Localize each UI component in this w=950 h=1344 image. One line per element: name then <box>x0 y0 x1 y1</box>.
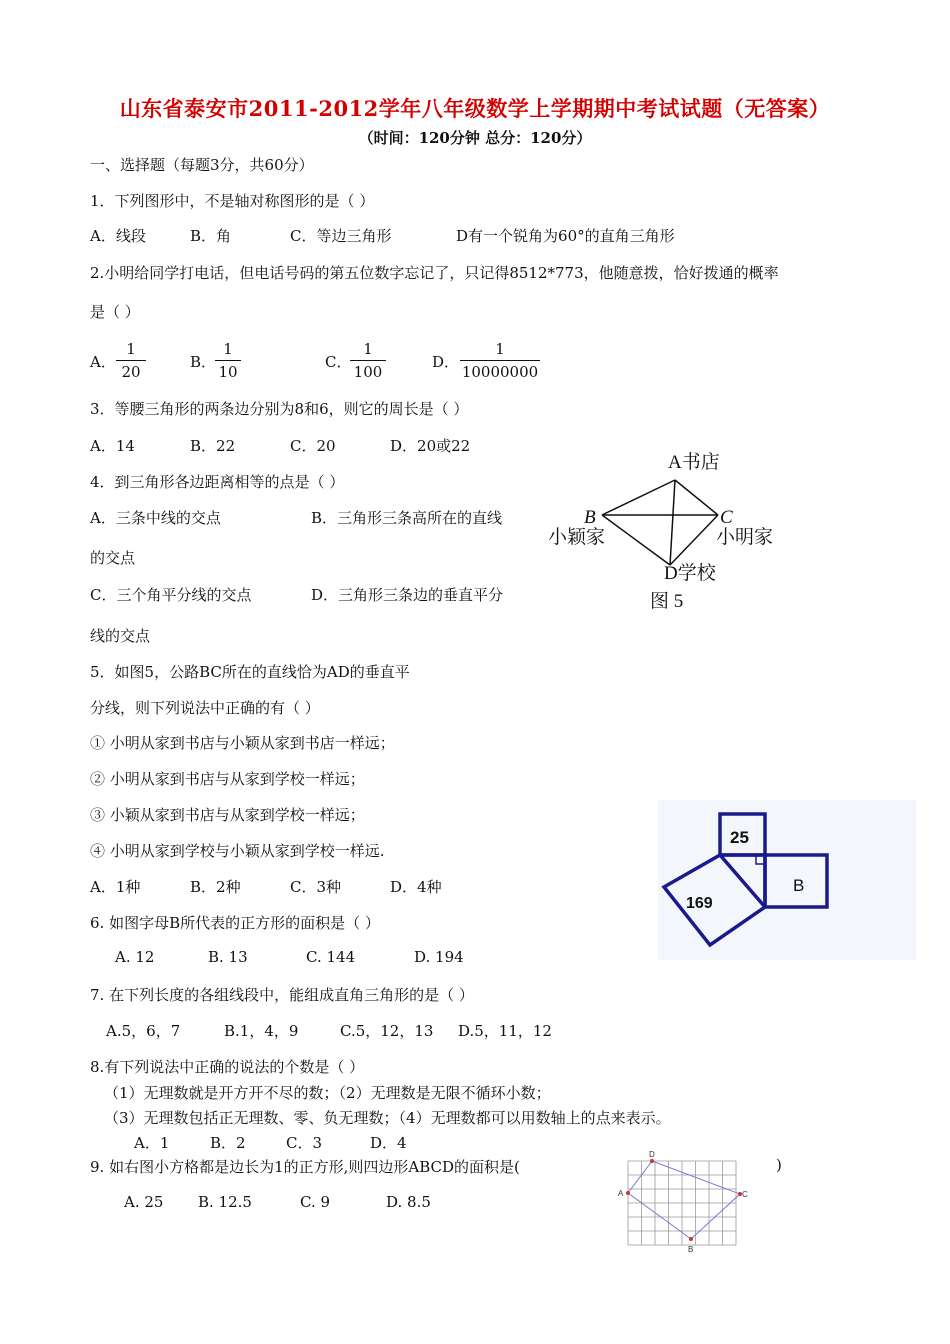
q8-option-c: C．3 <box>286 1134 323 1152</box>
figure-6-background <box>658 800 916 960</box>
edge-ad <box>670 480 675 565</box>
q3-option-d: D．20或22 <box>390 437 471 455</box>
q5-statement-1: ① 小明从家到书店与小颖从家到书店一样远； <box>90 734 395 752</box>
q8-stem: 8.有下列说法中正确的说法的个数是（ ） <box>90 1058 365 1076</box>
edge-cd <box>670 515 718 565</box>
fraction-numerator: 1 <box>223 340 233 358</box>
q3-stem: 3．等腰三角形的两条边分别为8和6，则它的周长是（ ） <box>90 400 469 418</box>
q1-stem: 1．下列图形中，不是轴对称图形的是（ ） <box>90 192 375 210</box>
figure-9-grid <box>615 1148 755 1258</box>
q4-option-c: C．三个角平分线的交点 <box>90 586 252 604</box>
q2-option-d-fraction <box>460 338 540 383</box>
q2-option-d-letter: D． <box>432 353 460 371</box>
q4-option-d: D．三角形三条边的垂直平分 <box>311 586 504 604</box>
q2-option-c-letter: C． <box>325 353 352 371</box>
page-title: 山东省泰安市2011-2012学年八年级数学上学期期中考试试题（无答案） <box>119 96 831 121</box>
q5-stem-line2: 分线，则下列说法中正确的有（ ） <box>90 699 320 717</box>
q5-statement-4: ④ 小明从家到学校与小颖从家到学校一样远. <box>90 842 385 860</box>
q7-option-b: B.1，4，9 <box>224 1022 299 1040</box>
q7-option-d: D.5，11，12 <box>458 1022 552 1040</box>
q5-option-c: C．3种 <box>290 878 342 896</box>
q2-option-a-letter: A． <box>90 353 116 371</box>
square-large-label: 169 <box>686 895 713 912</box>
section-heading: 一、选择题（每题3分，共60分） <box>90 156 314 174</box>
q5-option-d: D．4种 <box>390 878 442 896</box>
q2-option-c-fraction <box>350 338 386 383</box>
point-b <box>689 1237 693 1241</box>
q2-option-b-letter: B． <box>190 353 217 371</box>
fraction-numerator: 1 <box>363 340 373 358</box>
q8-option-a: A．1 <box>134 1134 170 1152</box>
label-b: B <box>688 1245 694 1254</box>
q7-stem: 7. 在下列长度的各组线段中，能组成直角三角形的是（ ） <box>90 986 474 1004</box>
figure-6-squares <box>658 800 916 960</box>
q1-option-a: A．线段 <box>90 227 146 245</box>
figure-5-label-a: A书店 <box>668 452 720 473</box>
q4-stem: 4．到三角形各边距离相等的点是（ ） <box>90 473 345 491</box>
figure-5-label-c-name: 小明家 <box>716 527 774 548</box>
fraction-numerator: 1 <box>126 340 136 358</box>
q9-option-a: A. 25 <box>124 1193 164 1211</box>
figure-5-label-d: D学校 <box>664 563 716 584</box>
q9-option-b: B. 12.5 <box>198 1193 252 1211</box>
figure-5-label-c: C <box>720 507 733 528</box>
fraction-numerator: 1 <box>495 340 505 358</box>
q4-option-a: A．三条中线的交点 <box>90 509 221 527</box>
figure-5-label-b-name: 小颖家 <box>548 527 606 548</box>
figure-5-caption: 图 5 <box>650 591 684 612</box>
fraction-denominator: 20 <box>121 363 141 381</box>
q7-option-a: A.5，6，7 <box>106 1022 181 1040</box>
fraction-denominator: 100 <box>353 363 383 381</box>
label-a: A <box>618 1189 624 1198</box>
q4-option-d-cont: 线的交点 <box>90 627 151 645</box>
q6-option-b: B. 13 <box>208 948 248 966</box>
q5-option-b: B．2种 <box>190 878 241 896</box>
q9-option-d: D. 8.5 <box>386 1193 431 1211</box>
q6-stem: 6. 如图字母B所代表的正方形的面积是（ ） <box>90 914 380 932</box>
figure-5-label-b: B <box>584 507 596 528</box>
point-a <box>626 1191 630 1195</box>
q9-option-c: C. 9 <box>300 1193 331 1211</box>
q9-stem-close: ) <box>776 1156 782 1174</box>
edge-ac <box>675 480 718 515</box>
square-b-label: B <box>793 876 805 895</box>
q1-option-d: D有一个锐角为60°的直角三角形 <box>456 227 675 245</box>
point-d <box>650 1159 654 1163</box>
q1-option-c: C．等边三角形 <box>290 227 392 245</box>
q7-option-c: C.5，12，13 <box>340 1022 434 1040</box>
q3-option-a: A．14 <box>90 437 135 455</box>
q3-option-b: B．22 <box>190 437 236 455</box>
q2-option-a-fraction <box>116 338 146 383</box>
q4-option-b-cont: 的交点 <box>90 549 136 567</box>
quadrilateral-abcd <box>628 1161 740 1239</box>
q6-option-a: A. 12 <box>115 948 155 966</box>
q8-option-b: B．2 <box>210 1134 246 1152</box>
q9-stem: 9. 如右图小方格都是边长为1的正方形,则四边形ABCD的面积是( <box>90 1158 520 1176</box>
q3-option-c: C．20 <box>290 437 336 455</box>
q8-option-d: D．4 <box>370 1134 407 1152</box>
fraction-denominator: 10000000 <box>461 363 539 381</box>
q6-option-d: D. 194 <box>414 948 464 966</box>
q5-statement-2: ② 小明从家到书店与从家到学校一样远； <box>90 770 365 788</box>
q5-option-a: A．1种 <box>90 878 141 896</box>
label-d: D <box>649 1150 655 1159</box>
label-c: C <box>742 1190 748 1199</box>
q2-stem-line2: 是（ ） <box>90 303 140 321</box>
q5-stem-line1: 5．如图5，公路BC所在的直线恰为AD的垂直平 <box>90 663 410 681</box>
exam-info: （时间：120分钟 总分：120分） <box>358 129 592 147</box>
figure-5-lines <box>602 480 718 565</box>
q1-option-b: B．角 <box>190 227 232 245</box>
q6-option-c: C. 144 <box>306 948 356 966</box>
q2-option-b-fraction <box>215 338 241 383</box>
q8-line-3: （3）无理数包括正无理数、零、负无理数；（4）无理数都可以用数轴上的点来表示。 <box>104 1109 671 1127</box>
figure-5-diagram <box>540 445 800 620</box>
edge-ab <box>602 480 675 515</box>
q5-statement-3: ③ 小颖从家到书店与从家到学校一样远； <box>90 806 365 824</box>
q2-stem-line1: 2.小明给同学打电话，但电话号码的第五位数字忘记了，只记得8512*773，他随意拨，恰好拨通的概率 <box>90 264 779 282</box>
q4-option-b: B．三角形三条高所在的直线 <box>311 509 503 527</box>
square-small-label: 25 <box>730 828 749 847</box>
edge-bd <box>602 515 670 565</box>
fraction-denominator: 10 <box>218 363 238 381</box>
q8-line-2: （1）无理数就是开方开不尽的数；（2）无理数是无限不循环小数； <box>104 1084 551 1102</box>
